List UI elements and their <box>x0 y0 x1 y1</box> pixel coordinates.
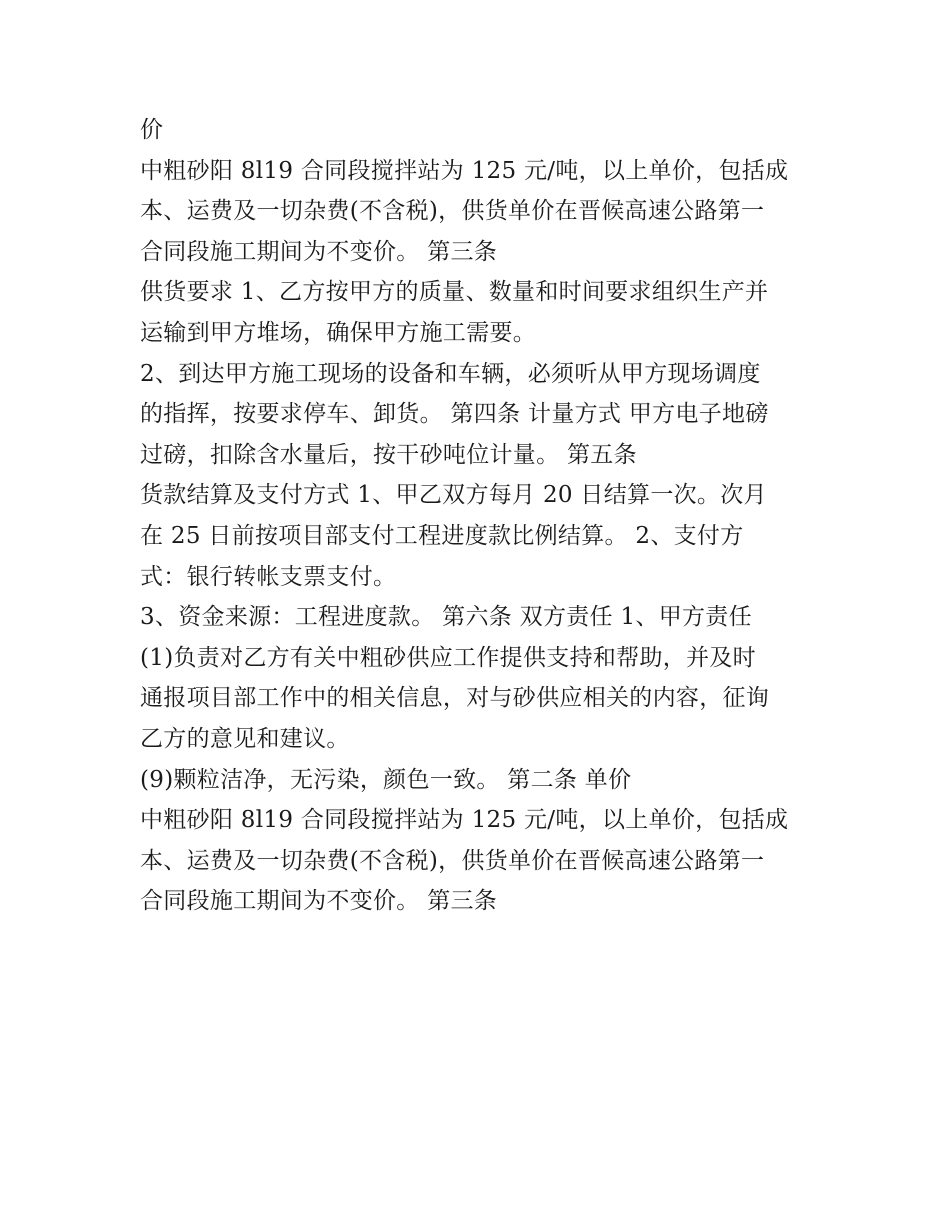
text-line: 本、运费及一切杂费(不含税)，供货单价在晋候高速公路第一 <box>140 198 765 225</box>
text-line: 2、到达甲方施工现场的设备和车辆，必须听从甲方现场调度 <box>140 360 761 387</box>
text-line: 运输到甲方堆场，确保甲方施工需要。 <box>140 319 537 346</box>
text-line: (1)负责对乙方有关中粗砂供应工作提供支持和帮助，并及时 <box>140 644 756 671</box>
text-line: 中粗砂阳 8l19 合同段搅拌站为 125 元/吨，以上单价，包括成 <box>140 807 789 834</box>
text-line: 供货要求 1、乙方按甲方的质量、数量和时间要求组织生产并 <box>140 279 769 306</box>
text-line: 的指挥，按要求停车、卸货。 第四条 计量方式 甲方电子地磅 <box>140 401 769 428</box>
document-body <box>140 110 840 922</box>
text-line: 货款结算及支付方式 1、甲乙双方每月 20 日结算一次。次月 <box>140 482 767 509</box>
text-line: 合同段施工期间为不变价。 第三条 <box>140 238 498 265</box>
text-line: 3、资金来源：工程进度款。 第六条 双方责任 1、甲方责任 <box>140 604 752 631</box>
text-line: 通报项目部工作中的相关信息，对与砂供应相关的内容，征询 <box>140 685 770 712</box>
text-line: 过磅，扣除含水量后，按干砂吨位计量。 第五条 <box>140 441 637 468</box>
text-line: 乙方的意见和建议。 <box>140 725 350 752</box>
text-line: 价 <box>140 117 164 143</box>
text-line: 本、运费及一切杂费(不含税)，供货单价在晋候高速公路第一 <box>140 847 765 874</box>
text-line: 在 25 日前按项目部支付工程进度款比例结算。 2、支付方 <box>140 522 744 549</box>
text-line: (9)颗粒洁净，无污染，颜色一致。 第二条 单价 <box>140 766 632 793</box>
text-line: 式：银行转帐支票支付。 <box>140 563 397 590</box>
text-line: 合同段施工期间为不变价。 第三条 <box>140 888 498 915</box>
text-line: 中粗砂阳 8l19 合同段搅拌站为 125 元/吨，以上单价，包括成 <box>140 157 789 184</box>
